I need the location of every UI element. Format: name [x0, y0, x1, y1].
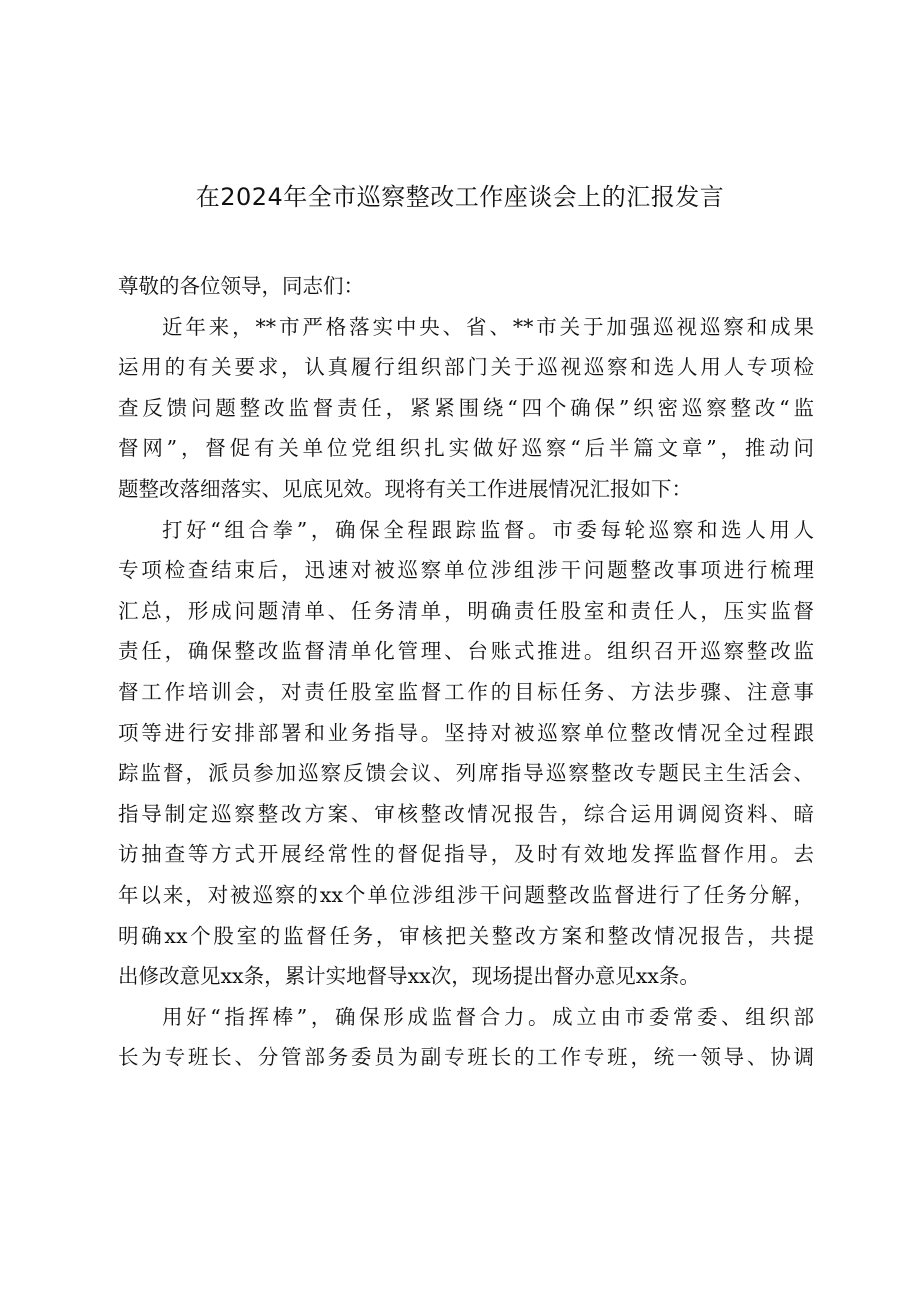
- text-line: 用好“指挥棒”，确保形成监督合力。成立由市委常委、组织部: [162, 1004, 814, 1029]
- paragraph-baton: [118, 997, 814, 1078]
- text-line: 运用的有关要求，认真履行组织部门关于巡视巡察和选人用人专项检: [118, 355, 814, 380]
- salutation: 尊敬的各位领导，同志们：: [118, 274, 364, 298]
- text-line: 督工作培训会，对责任股室监督工作的目标任务、方法步骤、注意事: [118, 679, 814, 704]
- text-line: 责任，确保整改监督清单化管理、台账式推进。组织召开巡察整改监: [118, 639, 814, 664]
- text-line: 长为专班长、分管部务委员为副专班长的工作专班，统一领导、协调: [118, 1045, 814, 1070]
- paragraph-intro: [118, 307, 814, 510]
- paragraph-combination-punch: [118, 510, 814, 997]
- text-line: 查反馈问题整改监督责任，紧紧围绕“四个确保”织密巡察整改“监: [118, 395, 814, 420]
- document-body: [118, 266, 814, 1078]
- text-line: 督网”，督促有关单位党组织扎实做好巡察“后半篇文章”，推动问: [118, 436, 814, 461]
- text-line: 出修改意见xx条，累计实地督导xx次，现场提出督办意见xx条。: [118, 964, 700, 989]
- text-line: 年以来，对被巡察的xx个单位涉组涉干问题整改监督进行了任务分解，: [118, 882, 814, 907]
- text-line: 踪监督，派员参加巡察反馈会议、列席指导巡察整改专题民主生活会、: [118, 761, 814, 786]
- text-line: 题整改落细落实、见底见效。现将有关工作进展情况汇报如下：: [118, 476, 692, 501]
- text-line: 访抽查等方式开展经常性的督促指导，及时有效地发挥监督作用。去: [118, 842, 814, 867]
- text-line: 项等进行安排部署和业务指导。坚持对被巡察单位整改情况全过程跟: [118, 720, 814, 745]
- text-line: 指导制定巡察整改方案、审核整改情况报告，综合运用调阅资料、暗: [118, 801, 814, 826]
- text-line: 汇总，形成问题清单、任务清单，明确责任股室和责任人，压实监督: [118, 598, 814, 623]
- document-title: 在2024年全市巡察整改工作座谈会上的汇报发言: [195, 183, 725, 211]
- text-line: 专项检查结束后，迅速对被巡察单位涉组涉干问题整改事项进行梳理: [118, 558, 814, 583]
- text-line: 近年来，**市严格落实中央、省、**市关于加强巡视巡察和成果: [162, 314, 814, 339]
- text-line: 明确xx个股室的监督任务，审核把关整改方案和整改情况报告，共提: [118, 923, 814, 948]
- text-line: 打好“组合拳”，确保全程跟踪监督。市委每轮巡察和选人用人: [162, 517, 814, 542]
